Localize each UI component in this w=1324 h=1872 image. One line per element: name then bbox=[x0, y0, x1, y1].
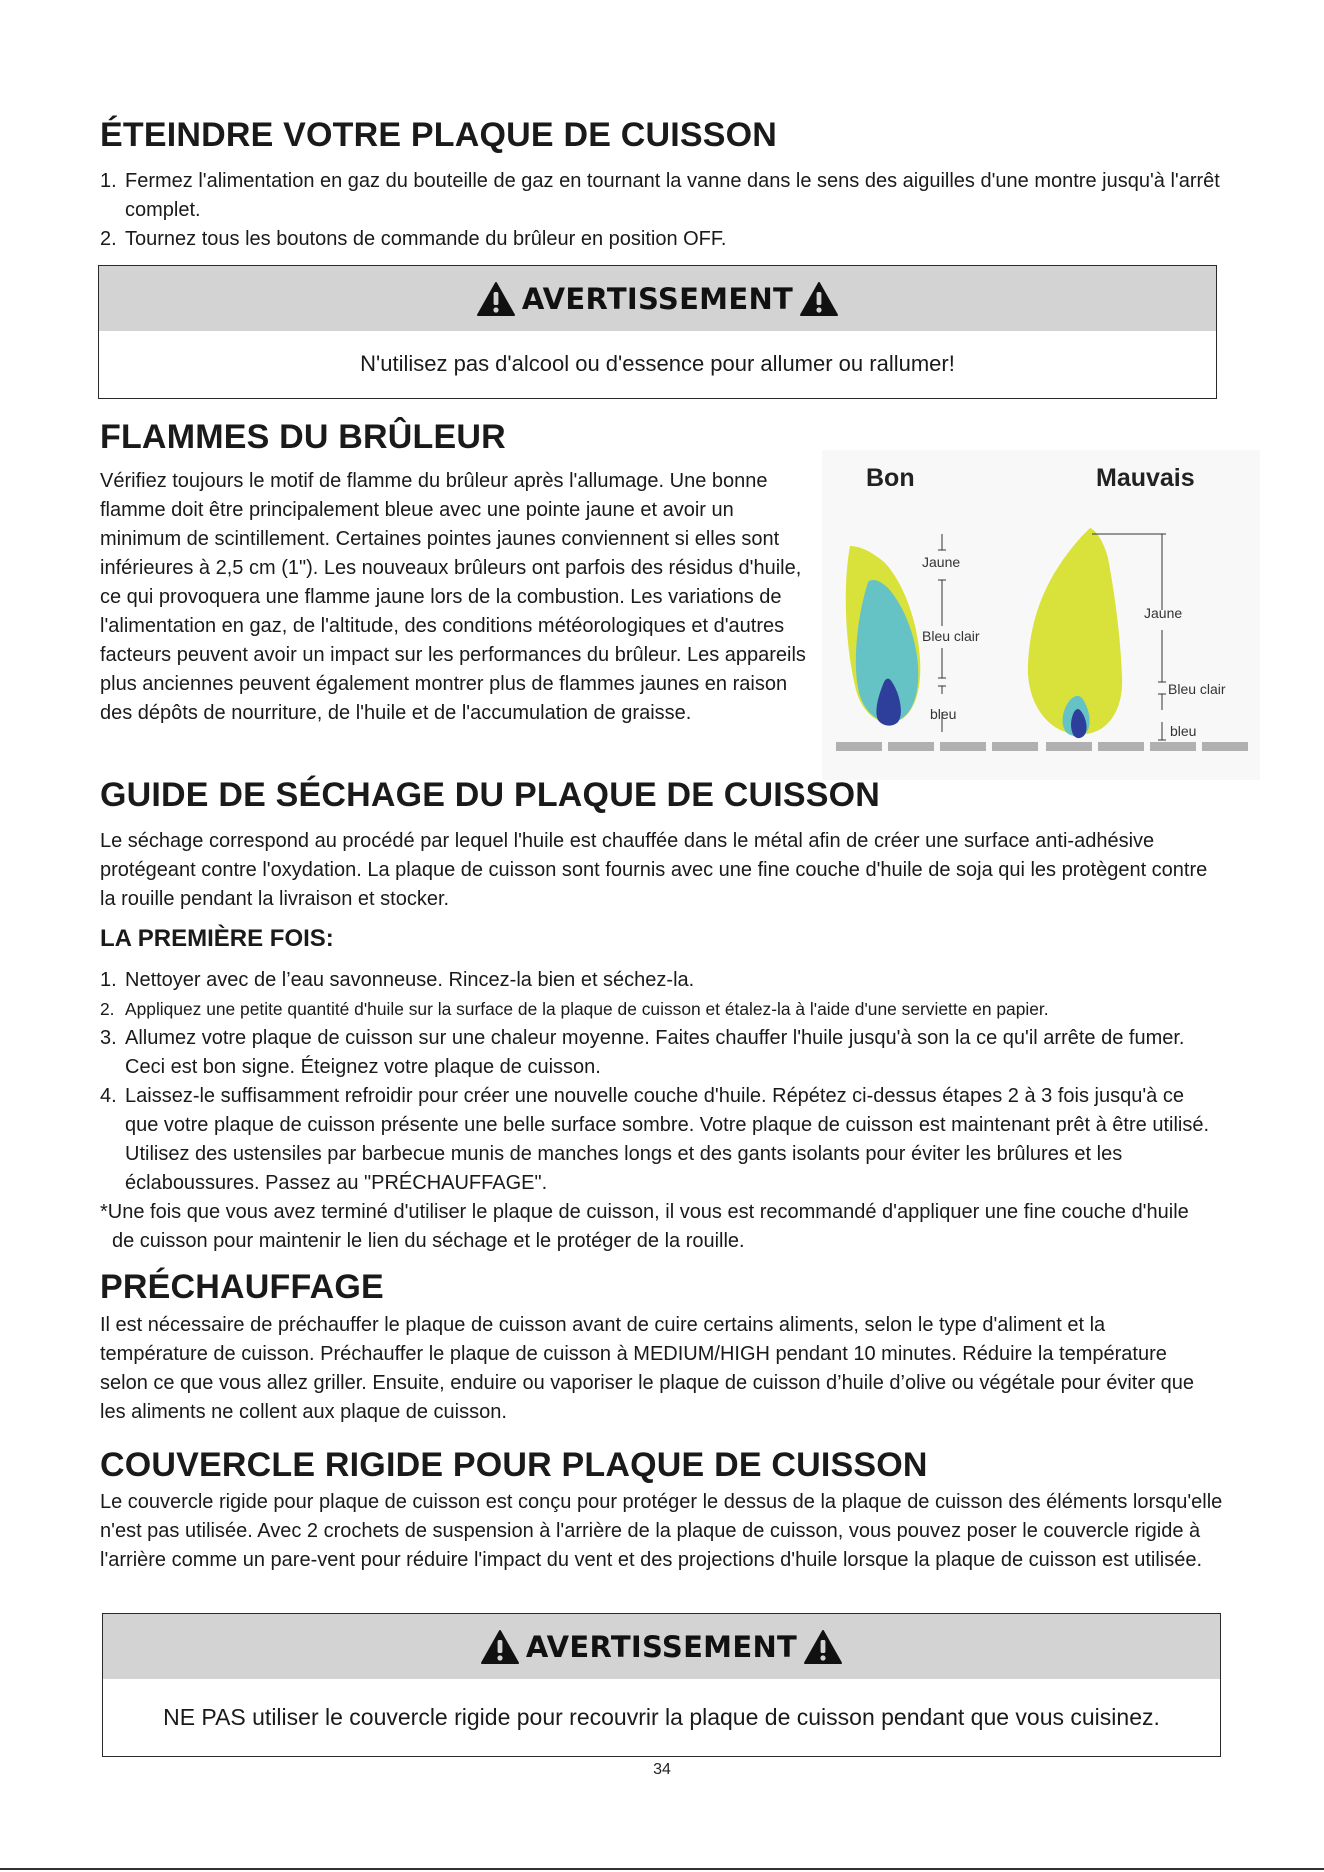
warning-header bbox=[103, 1614, 1220, 1679]
bad-lightblue-label: Bleu clair bbox=[1168, 681, 1226, 697]
warning-box-lid bbox=[102, 1613, 1221, 1757]
section-title-prechauffage: PRÉCHAUFFAGE bbox=[100, 1268, 384, 1306]
step-text: Tournez tous les boutons de commande du brûleur en position OFF. bbox=[125, 228, 727, 250]
step-text: Allumez votre plaque de cuisson sur une chaleur moyenne. Faites chauffer l'huile jusqu'à son la ce qu'il arrête de fumer. Ceci est bon signe. Éteignez votre plaque de cuisson. bbox=[125, 1027, 1185, 1078]
warning-triangle-icon bbox=[476, 281, 516, 317]
bad-yellow-label: Jaune bbox=[1144, 605, 1183, 621]
warning-triangle-icon bbox=[799, 281, 839, 317]
section-title-sechage: GUIDE DE SÉCHAGE DU PLAQUE DE CUISSON bbox=[100, 776, 881, 814]
good-yellow-label: Jaune bbox=[922, 554, 961, 570]
burner-rail bbox=[836, 742, 1248, 751]
step-text: Laissez-le suffisamment refroidir pour créer une nouvelle couche d'huile. Répétez ci-dessus étapes 2 à 3 fois jusqu'à ce que votre plaque de cuisson présente une belle surface sombre. Votre plaque de cuisson est maintenant prêt à être utilisé. Utilisez des ustensiles par barbecue munis de manches longs et des gants isolants pour éviter les brûlures et les éclaboussures. Passez au "PRÉCHAUFFAGE". bbox=[125, 1085, 1210, 1194]
step-number: 4. bbox=[100, 1085, 117, 1107]
warning-triangle-icon bbox=[480, 1629, 520, 1665]
step-text: Nettoyer avec de l’eau savonneuse. Rincez-la bien et séchez-la. bbox=[125, 969, 695, 991]
list-item bbox=[100, 225, 1220, 254]
bad-blue-label: bleu bbox=[1170, 723, 1197, 739]
warning-text: N'utilisez pas d'alcool ou d'essence pour allumer ou rallumer! bbox=[360, 351, 955, 376]
flame-illustration bbox=[822, 450, 1260, 780]
page-number: 34 bbox=[653, 1761, 671, 1778]
preheat-paragraph: Il est nécessaire de préchauffer le plaque de cuisson avant de cuire certains aliments, selon le type d'aliment et la température de cuisson. Préchauffer le plaque de cuisson à MEDIUM/HIGH pendant 10 minutes. Réduire la température selon ce que vous allez griller. Ensuite, enduire ou vaporiser le plaque de cuisson d’huile d’olive ou végétale pour éviter que les aliments ne collent aux plaque de cuisson. bbox=[100, 1314, 1195, 1423]
warning-box-alcohol bbox=[98, 265, 1217, 399]
warning-header bbox=[99, 266, 1216, 331]
list-item bbox=[100, 1082, 1210, 1198]
shutdown-steps bbox=[100, 167, 1220, 254]
warning-text: NE PAS utiliser le couvercle rigide pour recouvrir la plaque de cuisson pendant que vous cuisinez. bbox=[163, 1703, 1160, 1730]
seasoning-steps bbox=[100, 966, 1230, 1256]
page-bottom-divider bbox=[0, 1868, 1324, 1870]
step-text: Appliquez une petite quantité d'huile sur la surface de la plaque de cuisson et étalez-la à l'aide d'une serviette en papier. bbox=[125, 999, 1049, 1019]
section-title-flammes: FLAMMES DU BRÛLEUR bbox=[100, 418, 506, 456]
list-item bbox=[100, 1024, 1210, 1082]
warning-triangle-icon bbox=[803, 1629, 843, 1665]
flame-paragraph: Vérifiez toujours le motif de flamme du brûleur après l'allumage. Une bonne flamme doit être principalement bleue avec une pointe jaune et avoir un minimum de scintillement. Certaines pointes jaunes conviennent si elles sont inférieures à 2,5 cm (1"). Les nouveaux brûleurs ont parfois des résidus d'huile, ce qui provoquera une flamme jaune lors de la combustion. Les variations de l'alimentation en gaz, de l'altitude, des conditions météorologiques et d'autres facteurs peuvent avoir un impact sur les performances du brûleur. Les appareils plus anciennes peuvent également montrer plus de flammes jaunes en raison des dépôts de nourriture, de l'huile et de l'accumulation de graisse. bbox=[100, 470, 806, 724]
good-blue-label: bleu bbox=[930, 706, 957, 722]
lid-paragraph: Le couvercle rigide pour plaque de cuisson est conçu pour protéger le dessus de la plaque de cuisson des éléments lorsqu'elle n'est pas utilisée. Avec 2 crochets de suspension à l'arrière de la plaque de cuisson, vous pouvez poser le couvercle rigide à l'arrière comme un pare-vent pour réduire l'impact du vent et des projections d'huile lorsque la plaque de cuisson est utilisée. bbox=[100, 1491, 1223, 1571]
list-item bbox=[100, 966, 1230, 995]
list-item bbox=[100, 167, 1220, 225]
step-number: 2. bbox=[100, 999, 115, 1019]
flame-diagram bbox=[822, 450, 1260, 780]
step-number: 3. bbox=[100, 1027, 117, 1049]
warning-title: AVERTISSEMENT bbox=[525, 1629, 798, 1664]
step-number: 2. bbox=[100, 228, 117, 250]
good-lightblue-label: Bleu clair bbox=[922, 628, 980, 644]
list-item bbox=[100, 995, 1230, 1024]
step-text: Fermez l'alimentation en gaz du bouteille de gaz en tournant la vanne dans le sens des aiguilles d'une montre jusqu'à l'arrêt complet. bbox=[125, 170, 1220, 221]
seasoning-paragraph: Le séchage correspond au procédé par lequel l'huile est chauffée dans le métal afin de créer une surface anti-adhésive protégeant contre l'oxydation. La plaque de cuisson sont fournis avec une fine couche d'huile de soja qui les protègent contre la rouille pendant la livraison et stocker. bbox=[100, 830, 1208, 910]
step-number: 1. bbox=[100, 969, 117, 991]
first-time-subtitle: LA PREMIÈRE FOIS: bbox=[100, 925, 334, 952]
good-flame-label: Bon bbox=[866, 464, 915, 492]
section-title-eteindre: ÉTEINDRE VOTRE PLAQUE DE CUISSON bbox=[100, 116, 778, 154]
warning-title: AVERTISSEMENT bbox=[521, 281, 794, 316]
step-number: 1. bbox=[100, 170, 117, 192]
bad-flame-label: Mauvais bbox=[1096, 464, 1195, 492]
section-title-couvercle: COUVERCLE RIGIDE POUR PLAQUE DE CUISSON bbox=[100, 1446, 928, 1484]
seasoning-note: *Une fois que vous avez terminé d'utiliser le plaque de cuisson, il vous est recommandé d'appliquer une fine couche d'huile de cuisson pour maintenir le lien du séchage et le protéger de la rouille. bbox=[100, 1201, 1189, 1252]
